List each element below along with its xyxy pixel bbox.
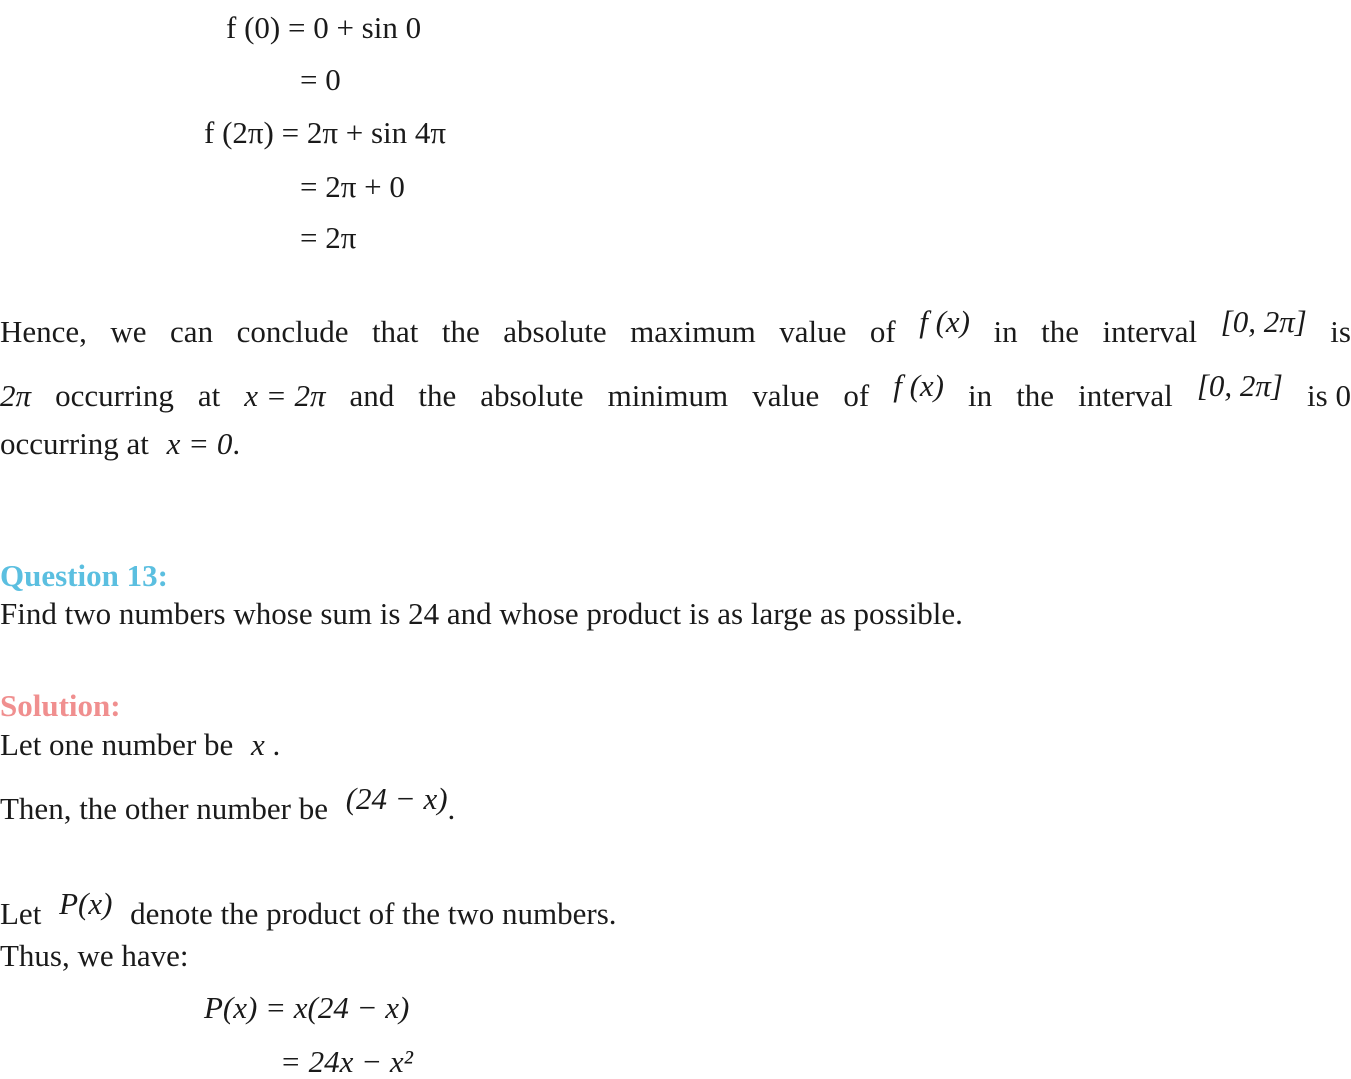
equation-f2pi: f (2π) = 2π + sin 4π	[204, 115, 447, 150]
math-2pi: 2π	[0, 378, 32, 413]
math-x-eq-0: x = 0	[166, 426, 233, 461]
period: .	[447, 791, 456, 826]
word: and	[349, 378, 395, 413]
word: conclude	[236, 314, 349, 349]
math-fx: f (x)	[919, 304, 970, 339]
math-x: x	[251, 727, 265, 762]
solution-line-3	[0, 886, 617, 931]
word: value	[779, 314, 847, 349]
word: value	[752, 378, 820, 413]
word: of	[843, 378, 870, 413]
math-x-eq-2pi: x = 2π	[244, 378, 326, 413]
text: Let	[0, 896, 42, 931]
word: the	[1016, 378, 1055, 413]
equation-f2pi-result: = 2π	[300, 220, 357, 255]
word: minimum	[607, 378, 729, 413]
word: at	[197, 378, 221, 413]
equation-f2pi-step: = 2π + 0	[300, 169, 405, 204]
conclusion-line-1	[0, 304, 1351, 349]
word: in	[993, 314, 1018, 349]
word: interval	[1078, 378, 1173, 413]
solution-line-4: Thus, we have:	[0, 938, 189, 973]
solution-line-1	[0, 729, 280, 760]
word: we	[110, 314, 147, 349]
math-interval: [0, 2π]	[1220, 304, 1307, 339]
word: is 0	[1307, 378, 1351, 413]
word: of	[869, 314, 896, 349]
word: in	[968, 378, 993, 413]
equation-px-expanded: = 24x − x²	[280, 1044, 413, 1079]
conclusion-line-3	[0, 428, 240, 459]
period: .	[272, 727, 281, 762]
math-interval: [0, 2π]	[1196, 368, 1283, 403]
math-fx: f (x)	[893, 368, 944, 403]
question-heading: Question 13:	[0, 558, 168, 593]
math-24-minus-x: (24 − x)	[345, 781, 448, 816]
word: maximum	[630, 314, 756, 349]
equation-f0-result: = 0	[300, 62, 341, 97]
word: is	[1330, 314, 1351, 349]
question-text: Find two numbers whose sum is 24 and whose product is as large as possible.	[0, 596, 963, 631]
word: absolute	[503, 314, 607, 349]
conclusion-line-2	[0, 368, 1351, 413]
text: Then, the other number be	[0, 791, 328, 826]
solution-heading: Solution:	[0, 688, 121, 723]
math-px: P(x)	[59, 886, 113, 921]
word: that	[371, 314, 419, 349]
text: Let one number be	[0, 727, 234, 762]
text: denote the product of the two numbers.	[130, 896, 617, 931]
period: .	[232, 426, 241, 461]
solution-line-2	[0, 781, 456, 826]
word: the	[441, 314, 480, 349]
word: absolute	[480, 378, 584, 413]
word: the	[1041, 314, 1079, 349]
word: Hence,	[0, 314, 87, 349]
word: interval	[1102, 314, 1198, 349]
word: occurring	[55, 378, 174, 413]
equation-f0: f (0) = 0 + sin 0	[226, 10, 422, 45]
word: the	[418, 378, 457, 413]
text: occurring at	[0, 426, 149, 461]
equation-px: P(x) = x(24 − x)	[204, 990, 410, 1025]
word: can	[170, 314, 214, 349]
